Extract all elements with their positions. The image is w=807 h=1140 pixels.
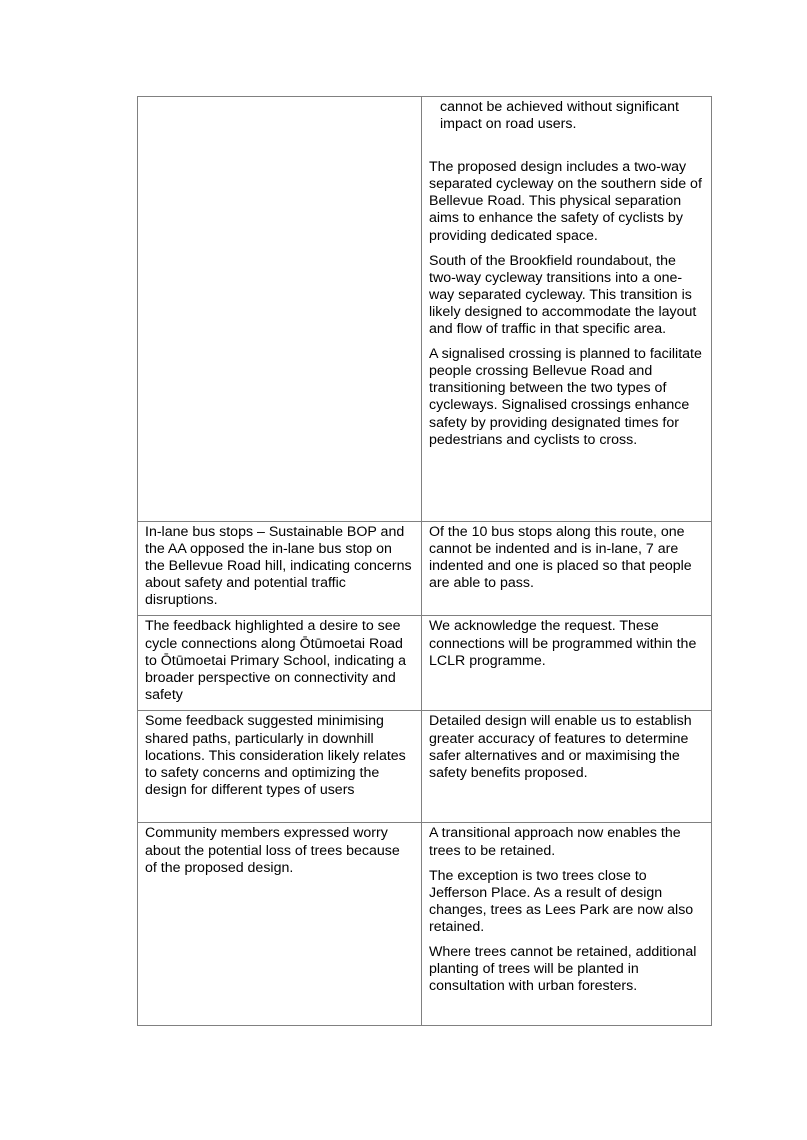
feedback-paragraph: The feedback highlighted a desire to see cycle connections along Ōtūmoetai Road to Ōtūmoetai Primary School, indicating a broader perspective on connectivity and safety bbox=[145, 618, 407, 703]
feedback-paragraph: Community members expressed worry about the potential loss of trees because of the proposed design. bbox=[145, 825, 400, 876]
response-paragraph: A transitional approach now enables the trees to be retained. bbox=[429, 825, 681, 859]
table-row bbox=[138, 616, 712, 711]
feedback-response-table bbox=[137, 96, 712, 1026]
response-cell bbox=[422, 522, 712, 616]
feedback-cell bbox=[138, 522, 422, 616]
feedback-cell bbox=[138, 823, 422, 1026]
table-row bbox=[138, 97, 712, 522]
response-paragraph: Where trees cannot be retained, additional planting of trees will be planted in consultation with urban foresters. bbox=[429, 944, 697, 995]
response-paragraph: The exception is two trees close to Jefferson Place. As a result of design changes, trees as Lees Park are now also retained. bbox=[429, 867, 694, 935]
feedback-cell bbox=[138, 616, 422, 711]
feedback-cell bbox=[138, 97, 422, 522]
response-paragraph: South of the Brookfield roundabout, the two-way cycleway transitions into a one-way separated cycleway. This transition is likely designed to accommodate the layout and flow of traffic in that specific area. bbox=[429, 252, 697, 338]
response-paragraph: Detailed design will enable us to establish greater accuracy of features to determine safer alternatives and or maximising the safety benefits proposed. bbox=[429, 713, 692, 781]
feedback-cell bbox=[138, 711, 422, 823]
feedback-paragraph: Some feedback suggested minimising shared paths, particularly in downhill locations. This consideration likely relates to safety concerns and optimizing the design for different types of users bbox=[145, 713, 406, 798]
response-paragraph: We acknowledge the request. These connections will be programmed within the LCLR programme. bbox=[429, 618, 697, 669]
response-paragraph: A signalised crossing is planned to facilitate people crossing Bellevue Road and transitioning between the two types of cycleways. Signalised crossings enhance safety by providing designated times for pedestrians and cyclists to cross. bbox=[429, 346, 702, 448]
response-cell bbox=[422, 616, 712, 711]
response-cell bbox=[422, 97, 712, 522]
response-cell bbox=[422, 711, 712, 823]
table-row bbox=[138, 711, 712, 823]
response-paragraph: Of the 10 bus stops along this route, one cannot be indented and is in-lane, 7 are indented and one is placed so that people are able to pass. bbox=[429, 524, 692, 592]
response-cell bbox=[422, 823, 712, 1026]
table-row bbox=[138, 522, 712, 616]
response-paragraph: cannot be achieved without significant impact on road users. bbox=[440, 99, 679, 133]
feedback-paragraph: In-lane bus stops – Sustainable BOP and the AA opposed the in-lane bus stop on the Bellevue Road hill, indicating concerns about safety and potential traffic disruptions. bbox=[145, 524, 412, 609]
table-row bbox=[138, 823, 712, 1026]
response-paragraph: The proposed design includes a two-way separated cycleway on the southern side of Bellevue Road. This physical separation aims to enhance the safety of cyclists by providing dedicated space. bbox=[429, 159, 702, 244]
